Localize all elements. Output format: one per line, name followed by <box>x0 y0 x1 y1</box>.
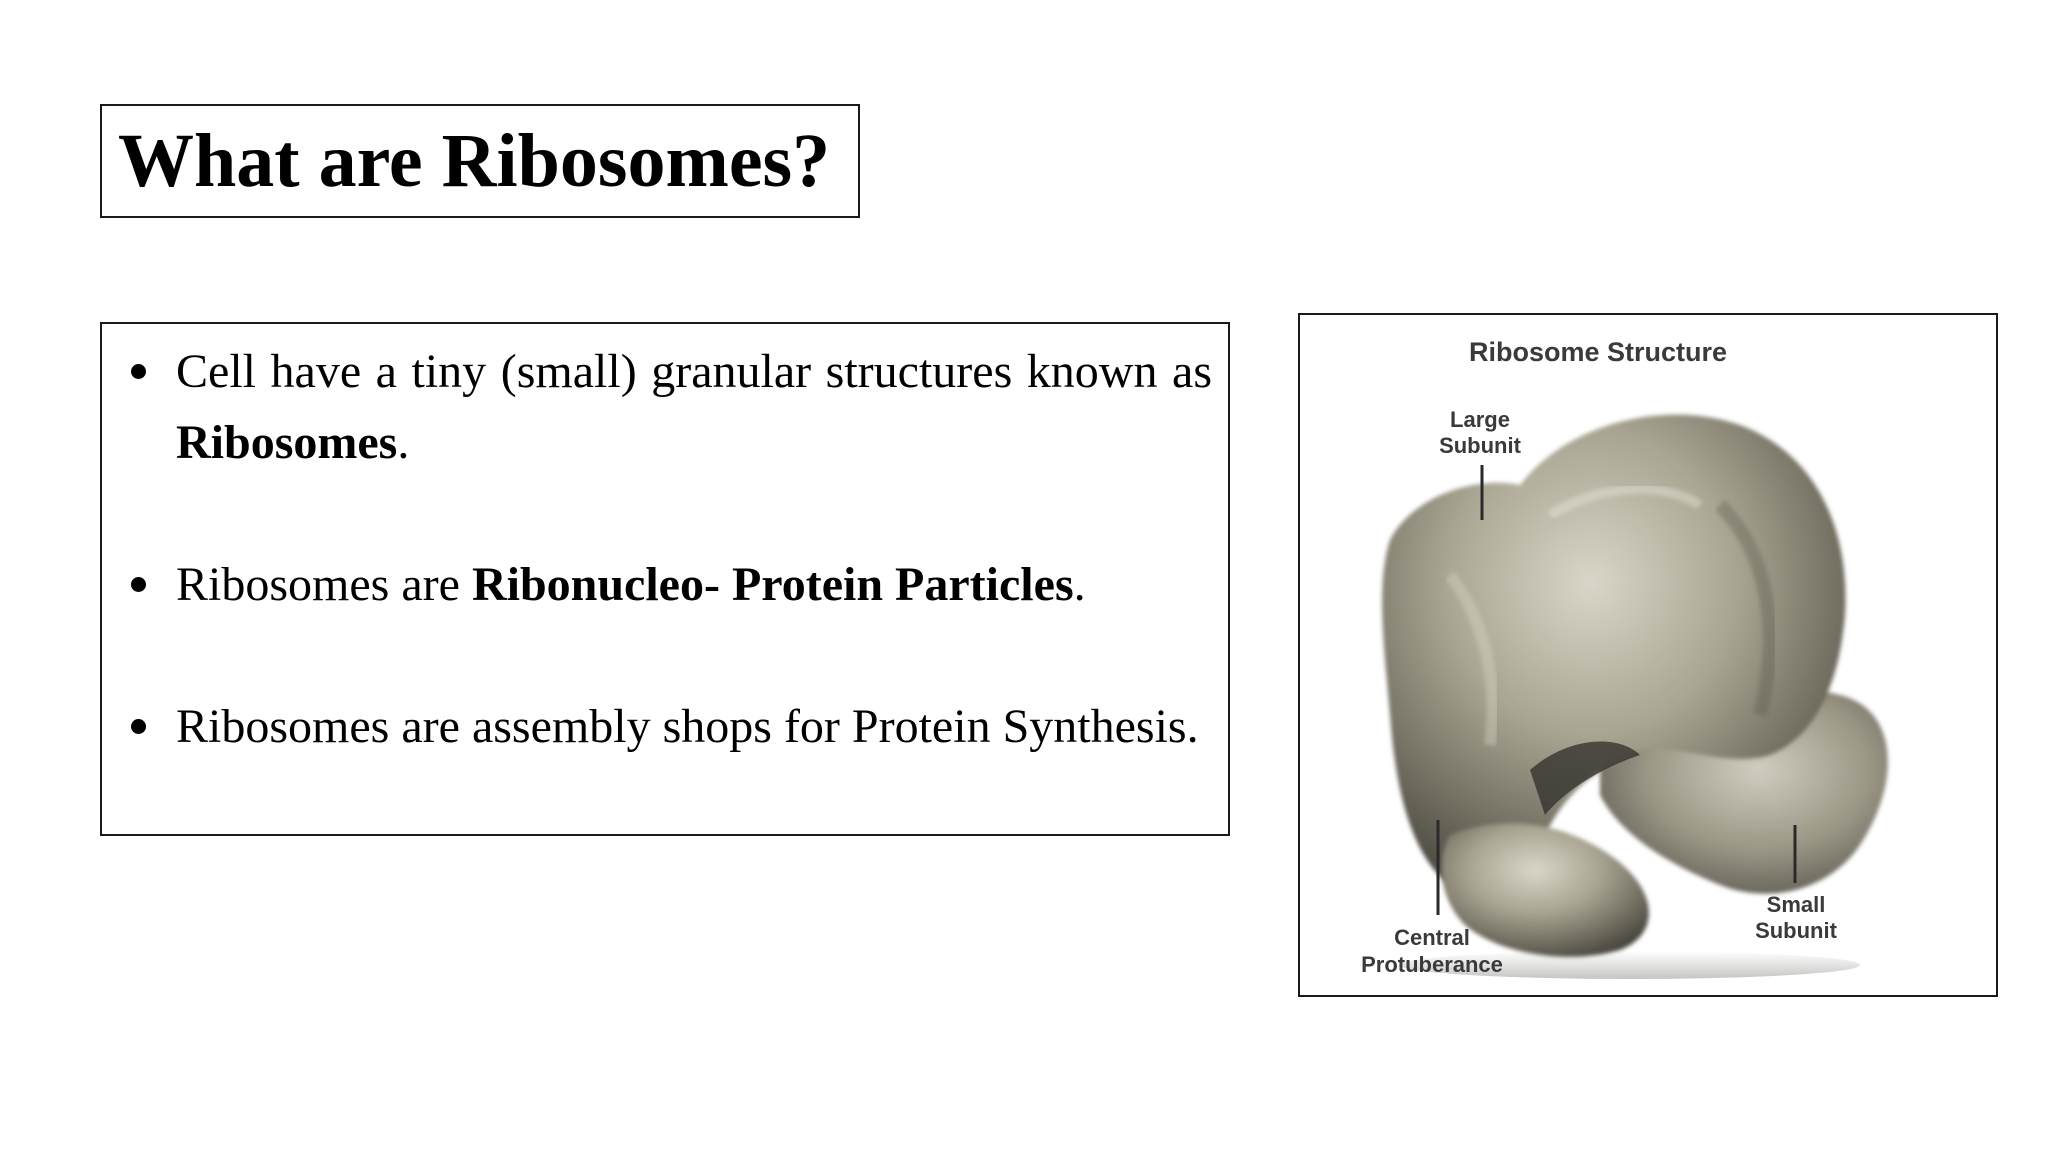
bullet-dot-icon <box>118 549 158 620</box>
figure-title: Ribosome Structure <box>1468 337 1728 367</box>
bullet-list <box>116 336 1212 762</box>
bullet-dot-icon <box>118 336 158 407</box>
ribosome-illustration <box>1300 315 1996 995</box>
label-central-1: Central <box>1394 925 1470 950</box>
label-small-1: Small <box>1766 892 1826 917</box>
ribosome-figure <box>1298 313 1998 997</box>
label-small-2: Subunit <box>1755 918 1837 943</box>
bullet-text: . <box>397 416 410 469</box>
bullet-item <box>116 549 1212 620</box>
label-large-1: Large <box>1450 407 1510 432</box>
label-central-2: Protuberance <box>1361 952 1503 977</box>
bullet-box <box>100 322 1230 836</box>
slide-title: What are Ribosomes? <box>118 119 831 203</box>
bullet-dot-icon <box>118 691 158 762</box>
bullet-text-bold: Ribosomes <box>176 416 398 469</box>
bullet-text: Cell have a tiny (small) granular structures known as <box>176 345 1212 398</box>
title-box <box>100 104 860 218</box>
bullet-text: Ribosomes are assembly shops for Protein Synthesis. <box>176 700 1199 753</box>
bullet-text: . <box>1073 558 1086 611</box>
bullet-item <box>116 691 1212 762</box>
lower-lobe-shape <box>1442 823 1649 957</box>
label-large-2: Subunit <box>1439 433 1521 458</box>
bullet-text: Ribosomes are <box>176 558 472 611</box>
bullet-text-bold: Ribonucleo- Protein Particles <box>471 558 1074 611</box>
bullet-item <box>116 336 1212 478</box>
